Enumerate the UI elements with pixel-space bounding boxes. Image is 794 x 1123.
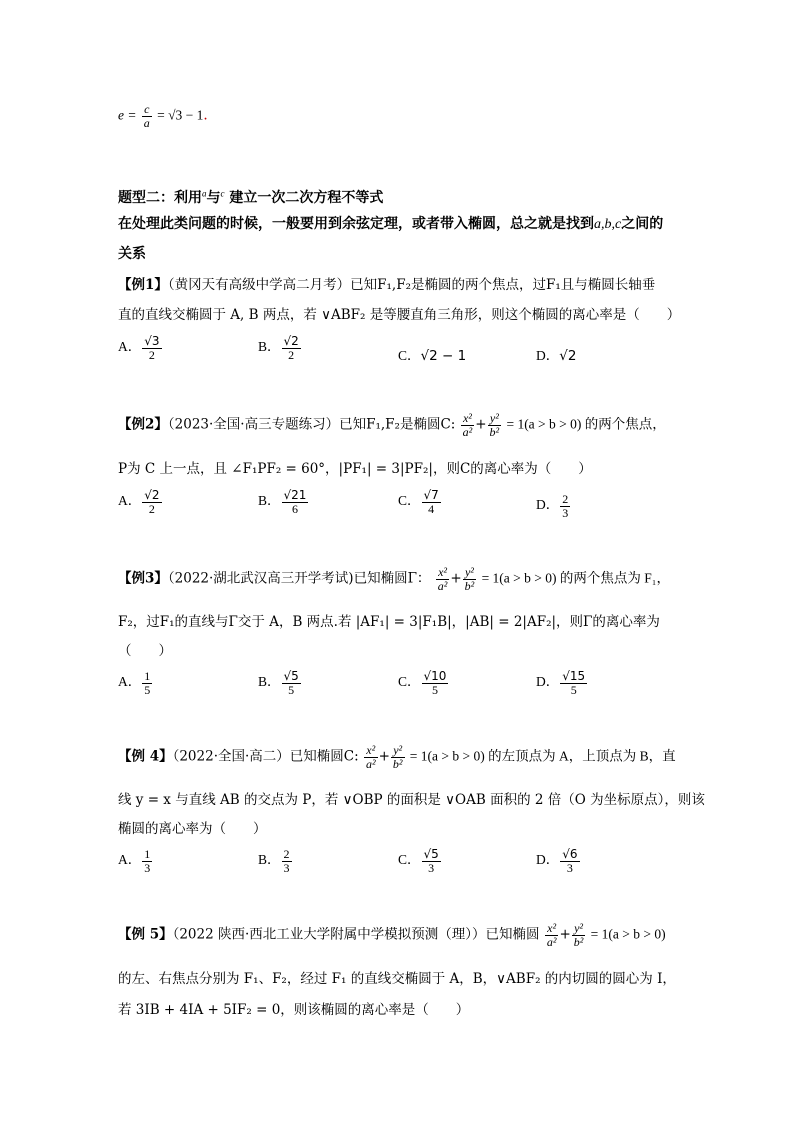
example-3-line-1: 【例3】（2022·湖北武汉高三开学考试)已知椭圆Γ： $\frac{\text{x²}}{\text{a²}}$ + $\frac{\text{y²}}{\text{b²}}$ = 1(a > b > 0) 的两个焦点为 F₁， (118, 565, 670, 593)
example-5-line-3: 若 3IB + 4IA + 5IF₂ = 0，则该椭圆的离心率是（ ） (118, 1002, 470, 1018)
example-1-line-1: 【例1】（黄冈天有高级中学高二月考）已知F₁,F₂是椭圆的两个焦点，过F₁且与椭圆长轴垂 (118, 277, 656, 293)
example-3-option-c[interactable]: C． $\frac{√10}{5}$ (398, 669, 447, 697)
example-1-option-b[interactable]: B． $\frac{√2}{2}$ (258, 334, 299, 362)
example-1-line-2: 直的直线交椭圆于 A, B 两点，若 ∨ABF₂ 是等腰直角三角形，则这个椭圆的离心率是（ ） (118, 307, 681, 323)
example-2-option-b[interactable]: B． $\frac{√21}{6}$ (258, 488, 307, 516)
formula-lhs: e = (118, 107, 137, 123)
example-2-line-2: P为 C 上一点，且 ∠F₁PF₂ = 60°，|PF₁| = 3|PF₂|，则C的离心率为（ ） (118, 461, 592, 477)
example-1-option-d[interactable]: D．√2 (536, 348, 577, 364)
example-5-line-1: 【例 5】（2022 陕西·西北工业大学附属中学模拟预测（理））已知椭圆 $\frac{\text{x²}}{\text{a²}}$ + $\frac{\text{y²}}{\text{b²}}$ = 1(a > b > 0) (118, 921, 666, 949)
example-3-option-b[interactable]: B． $\frac{√5}{5}$ (258, 669, 299, 697)
intro-line-2: 关系 (118, 246, 146, 262)
formula-rhs: = √3 − 1 (157, 107, 204, 123)
example-4-option-b[interactable]: B． $\frac{2}{3}$ (258, 847, 290, 875)
formula-fraction: $\frac{c}{a}$ (143, 102, 150, 130)
example-3-tag: 【例3】 (118, 570, 168, 587)
example-5-tag: 【例 5】 (118, 926, 173, 943)
example-1-option-c[interactable]: C．√2 − 1 (398, 348, 467, 364)
example-3-line-2: F₂，过F₁的直线与Γ交于 A，B 两点.若 |AF₁| = 3|F₁B|，|AB| = 2|AF₂|，则Γ的离心率为 (118, 614, 660, 630)
example-4-option-a[interactable]: A． $\frac{1}{3}$ (118, 847, 151, 875)
example-2-option-c[interactable]: C． $\frac{√7}{4}$ (398, 488, 439, 516)
intro-line-1: 在处理此类问题的时候，一般要用到余弦定理，或者带入椭圆，总之就是找到a,b,c之间的 (118, 216, 664, 232)
example-3-option-a[interactable]: A． $\frac{1}{5}$ (118, 669, 151, 697)
example-4-line-1: 【例 4】（2022·全国·高二）已知椭圆C: $\frac{\text{x²}}{\text{a²}}$ + $\frac{\text{y²}}{\text{b²}}$ = 1(a > b > 0) 的左顶点为 A，上顶点为 B，直 (118, 743, 676, 771)
example-3-option-d[interactable]: D． $\frac{√15}{5}$ (536, 669, 586, 697)
top-formula (118, 103, 208, 129)
example-4-option-d[interactable]: D． $\frac{√6}{3}$ (536, 847, 578, 875)
example-2-option-d[interactable]: D． $\frac{2}{3}$ (536, 492, 569, 520)
example-2-tag: 【例2】 (118, 416, 168, 433)
example-1-option-a[interactable]: A． $\frac{√3}{2}$ (118, 334, 160, 362)
example-1-tag: 【例1】 (118, 277, 168, 293)
example-5-line-2: 的左、右焦点分别为 F₁、F₂，经过 F₁ 的直线交椭圆于 A，B，∨ABF₂ 的内切圆的圆心为 I， (118, 971, 676, 987)
example-3-line-3: （ ） (118, 643, 172, 659)
example-4-line-3: 椭圆的离心率为（ ） (118, 821, 267, 837)
example-4-tag: 【例 4】 (118, 748, 173, 765)
example-4-option-c[interactable]: C． $\frac{√5}{3}$ (398, 847, 439, 875)
example-2-line-1: 【例2】（2023·全国·高三专题练习）已知F₁,F₂是椭圆C: $\frac{\text{x²}}{\text{a²}}$ + $\frac{\text{y²}}{\text{b²}}$ = 1(a > b > 0) 的两个焦点， (118, 411, 666, 439)
example-2-option-a[interactable]: A． $\frac{√2}{2}$ (118, 488, 160, 516)
section-title: 题型二：利用$^a$与$^c$ 建立一次二次方程不等式 (118, 188, 384, 206)
formula-period: . (203, 107, 208, 124)
example-4-line-2: 线 y = x 与直线 AB 的交点为 P，若 ∨OBP 的面积是 ∨OAB 面积的 2 倍（O 为坐标原点），则该 (118, 792, 705, 808)
